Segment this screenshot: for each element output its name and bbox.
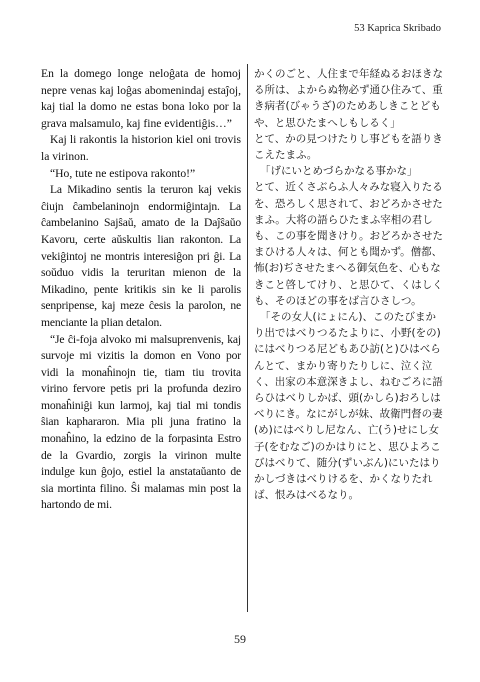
esperanto-paragraph: Kaj li rakontis la historion kiel oni trovis la virinon. bbox=[41, 133, 241, 163]
esperanto-paragraph: La Mikadino sentis la teruron kaj vekis ĉiujn ĉambelaninojn endormiĝintajn. La ĉambelanino Sajŝaŭ, amato de la Daĵŝaŭo Kavoru, certe aŭskultis lian rakonton. La vekiĝintoj ne montris interesiĝon pri ĝi. La soŭduo vidis la teruritan mienon de la Mikadino, pente kritikis sin ke li parolis senpripense, kaj meze ĉesis la parolon, ne menciante la plian detalon. bbox=[41, 183, 241, 329]
japanese-paragraph: 「その女人(にょにん)、このたびまかり出ではべりつるたよりに、小野(をの)にはべりつる尼どもあひ訪(と)ひはべらんとて、まかり寄りたりしに、泣く泣く、出家の本意深きよし、ねむごろに語らひはべりしかば、頭(かしら)おろしはべりにき。なにがしが妹、故衛門督の妻(め)にはべりし尼なん、亡(う)せにし女子(をむなご)のかはりにと、思ひよろこびはべりて、随分(ずいぶん)にいたはりかしづきはべりけるを、かくなりたれば、恨みはべるなり。 bbox=[254, 311, 443, 502]
page-number: 59 bbox=[234, 632, 246, 646]
column-divider bbox=[247, 64, 248, 612]
japanese-paragraph: かくのごと、人住まで年経ぬるおほきなる所は、よからぬ物必ず通ひ住みて、重き病者(びゃうざ)のためあしきことどもや、と思ひたまへしもしるく」 bbox=[254, 68, 443, 129]
japanese-paragraph: とて、かの見つけたりし事どもを語りきこえたまふ。 bbox=[254, 132, 443, 162]
japanese-paragraph: とて、近くさぶらふ人々みな寝入りたるを、恐ろしく思されて、おどろかさせたまふ。大将の語らひたまふ宰相の君しも、この事を聞きけり。おどろかさせたまひける人々は、何とも聞かず。僧都、怖(お)ぢさせたまへる御気色を、心もなきこと啓してけり、と思ひて、くはしくも、そのほどの事をば言ひさしつ。 bbox=[254, 181, 443, 307]
esperanto-paragraph: “Ho, tute ne estipova rakonto!” bbox=[50, 166, 196, 180]
japanese-paragraph: 「げにいとめづらかなる事かな」 bbox=[260, 165, 418, 178]
esperanto-paragraph: En la domego longe neloĝata de homoj nepre venas kaj loĝas abomenindaj estaĵoj, kaj tial la domo ne estas bona loko por la grava malsamulo, kaj fine evidentiĝis…” bbox=[41, 67, 241, 130]
esperanto-column bbox=[41, 66, 241, 514]
esperanto-paragraph: “Je ĉi-foja alvoko mi malsuprenvenis, kaj survoje mi vizitis la domon en Vono por vidi la monaĥinojn tie, tiam tiu trovita virino fervore petis pri la profunda deziro monaĥiniĝi kun larmoj, kaj tial mi tondis ŝian kaphararon. Mia pli juna fratino la monaĥino, la edzino de la forpasinta Estro de la Gvardio, zorgis la virinon multe indulge kun ĝojo, estiel la anstataŭanto de sia mortinta filino. Ŝi malamas min post la hartondo de mi. bbox=[41, 332, 241, 512]
japanese-column bbox=[254, 66, 444, 503]
running-head: 53 Kaprica Skribado bbox=[354, 23, 441, 34]
